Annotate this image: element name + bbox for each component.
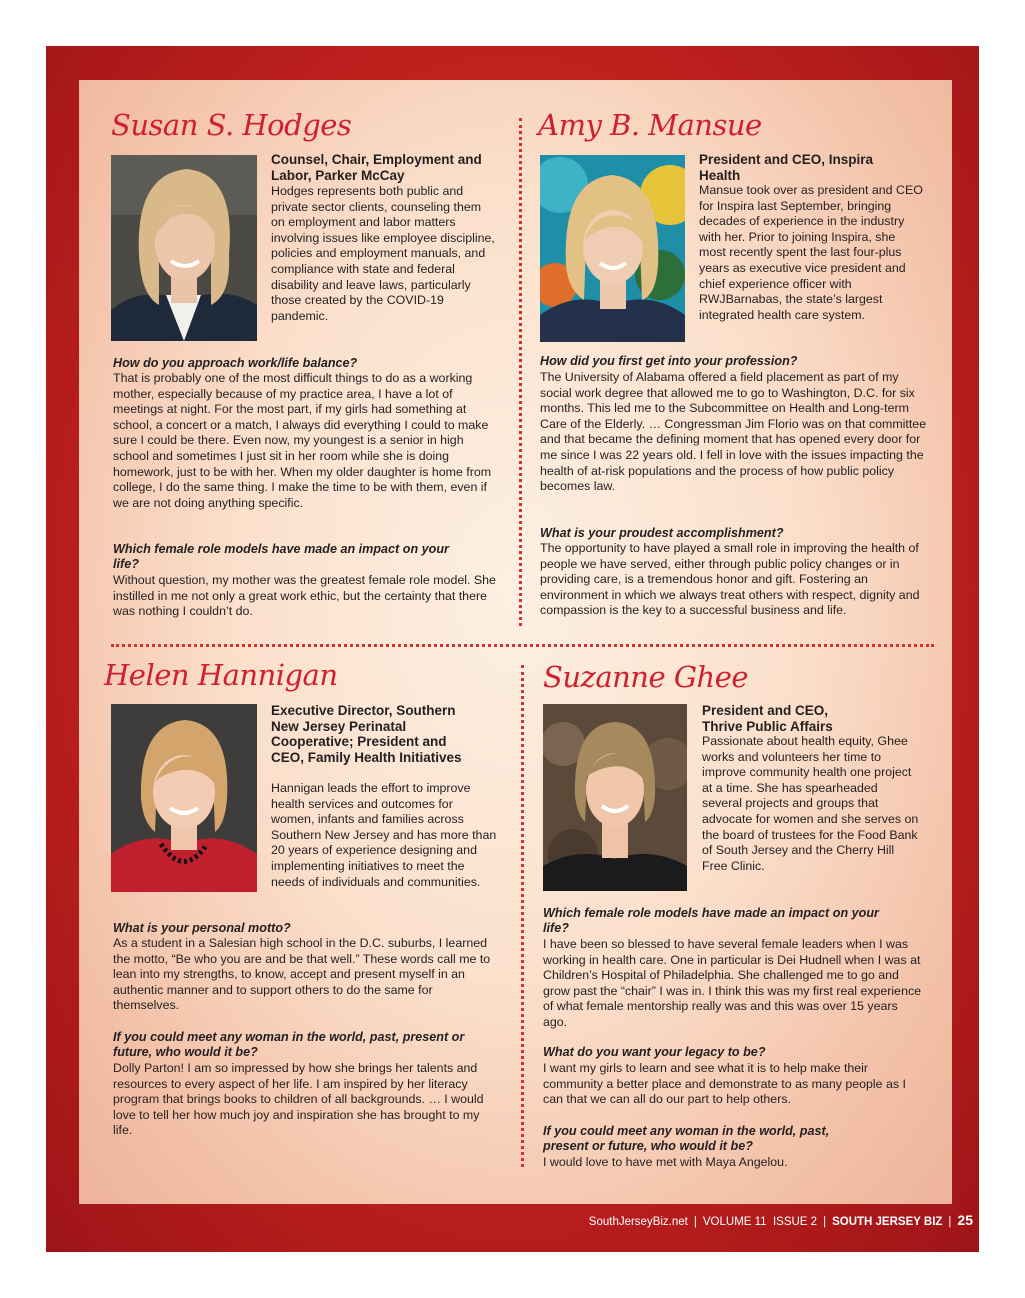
profile-name: Helen Hannigan [104,658,338,692]
portrait-photo [111,704,257,892]
answer: I want my girls to learn and see what it is to help make their community a better place and demonstrate to as many people as I can that we can all do our part to help others. [543,1061,906,1107]
answer: As a student in a Salesian high school in the D.C. suburbs, I learned the motto, “Be who you are and be that well.” These words call me to lean into my strengths, to know, accept and present myself in an authentic manner and to support others to do the same for themselves. [113,936,491,1013]
profile-bio: Passionate about health equity, Ghee works and volunteers her time to improve community health one project at a time. She has spearheaded several projects and groups that advocate for women and she serves on the board of trustees for the Food Bank of South Jersey and the Cherry Hill Free Clinic. [702,734,919,873]
question: What is your proudest accomplishment? [540,526,784,540]
portrait-photo [111,155,257,341]
profile-title: Executive Director, Southern New Jersey Perinatal Cooperative; President and CEO, Family Health Initiatives [271,703,462,765]
profile-bio: Hodges represents both public and private sector clients, counseling them on employment and labor matters involving issues like employee discipline, policies and employment manuals, and compliance with state and federal disability and leave laws, particularly those created by the COVID-19 pandemic. [271,184,495,323]
footer-issue: VOLUME 11 ISSUE 2 [702,1216,818,1228]
answer: I have been so blessed to have several female leaders when I was working in health care. One in particular is Dei Hudnell when I was at Children’s Hospital of Philadelphia. She challenged me to go and grow past the “chair” I was in. I think this was my first real experience of what female mentorship really was and this was over 15 years ago. [543,937,922,1029]
question: Which female role models have made an impact on your life? [543,906,879,935]
answer: Without question, my mother was the greatest female role model. She instilled in me not only a great work ethic, but the certainty that there was nothing I couldn’t do. [113,573,496,619]
portrait-photo [543,704,687,891]
profile-name: Amy B. Mansue [538,108,762,142]
vertical-divider-bottom [521,665,524,1167]
question: How did you first get into your profession? [540,354,798,368]
portrait-photo [540,155,685,342]
question: What is your personal motto? [113,921,291,935]
profile-name: Suzanne Ghee [543,660,749,694]
page-number: 25 [957,1212,973,1228]
profile-title: President and CEO, Thrive Public Affairs [702,703,833,734]
answer: The opportunity to have played a small role in improving the health of people we have served, either through public policy changes or in providing care, is a tremendous honor and gift. Fostering an environment in which we always treat others with respect, dignity and compassion is the key to a successful business and life. [540,541,920,618]
horizontal-divider [111,644,934,647]
answer: Dolly Parton! I am so impressed by how she brings her talents and resources to every aspect of her life. I am inspired by her literacy program that brings books to children of all backgrounds. … I would love to tell her how much joy and inspiration she has brought to my life. [113,1061,484,1138]
question: If you could meet any woman in the world, past, present or future, who would it be? [113,1030,465,1059]
answer: The University of Alabama offered a field placement as part of my social work degree that allowed me to go to Washington, D.C. for six months. This led me to the Subcommittee on Health and Long-term Care of the Elderly. … Congressman Jim Florio was on that committee and that became the defining moment that has opened every door for me since I was 22 years old. I fell in love with the issues impacting the health of at-risk populations and the process of how public policy becomes law. [540,370,927,494]
page-footer: SouthJerseyBiz.net | VOLUME 11 ISSUE 2 | SOUTH JERSEY BIZ | 25 [588,1212,973,1228]
footer-site: SouthJerseyBiz.net [588,1216,688,1228]
footer-publication: SOUTH JERSEY BIZ [832,1216,943,1228]
vertical-divider-top [519,118,522,626]
profile-name: Susan S. Hodges [111,108,352,142]
question: What do you want your legacy to be? [543,1045,766,1059]
profile-bio: Hannigan leads the effort to improve health services and outcomes for women, infants and families across Southern New Jersey and has more than 20 years of experience designing and implementing initiatives to meet the needs of individuals and communities. [271,781,497,889]
profile-title: Counsel, Chair, Employment and Labor, Parker McCay [271,152,482,183]
answer: That is probably one of the most difficult things to do as a working mother, especially because of my practice area, I have a lot of meetings at night. For the most part, if my girls had something at school, a concert or a match, I always did everything I could to make sure I could be there. Even now, my youngest is a senior in high school and sometimes I just sit in her room while she is doing homework, just to be with her. When my older daughter is home from college, I do the same thing. I make the time to be with them, even if we are not doing anything specific. [113,371,492,510]
profile-title: President and CEO, Inspira Health [699,152,874,183]
question: How do you approach work/life balance? [113,356,358,370]
answer: I would love to have met with Maya Angelou. [543,1155,788,1169]
profile-bio: Mansue took over as president and CEO for Inspira last September, bringing decades of experience in the industry with her. Prior to joining Inspira, she most recently spent the last four-plus years as executive vice president and chief experience officer with RWJBarnabas, the state’s largest integrated health care system. [699,183,923,322]
question: Which female role models have made an impact on your life? [113,542,449,571]
question: If you could meet any woman in the world, past, present or future, who would it be? [543,1124,830,1153]
